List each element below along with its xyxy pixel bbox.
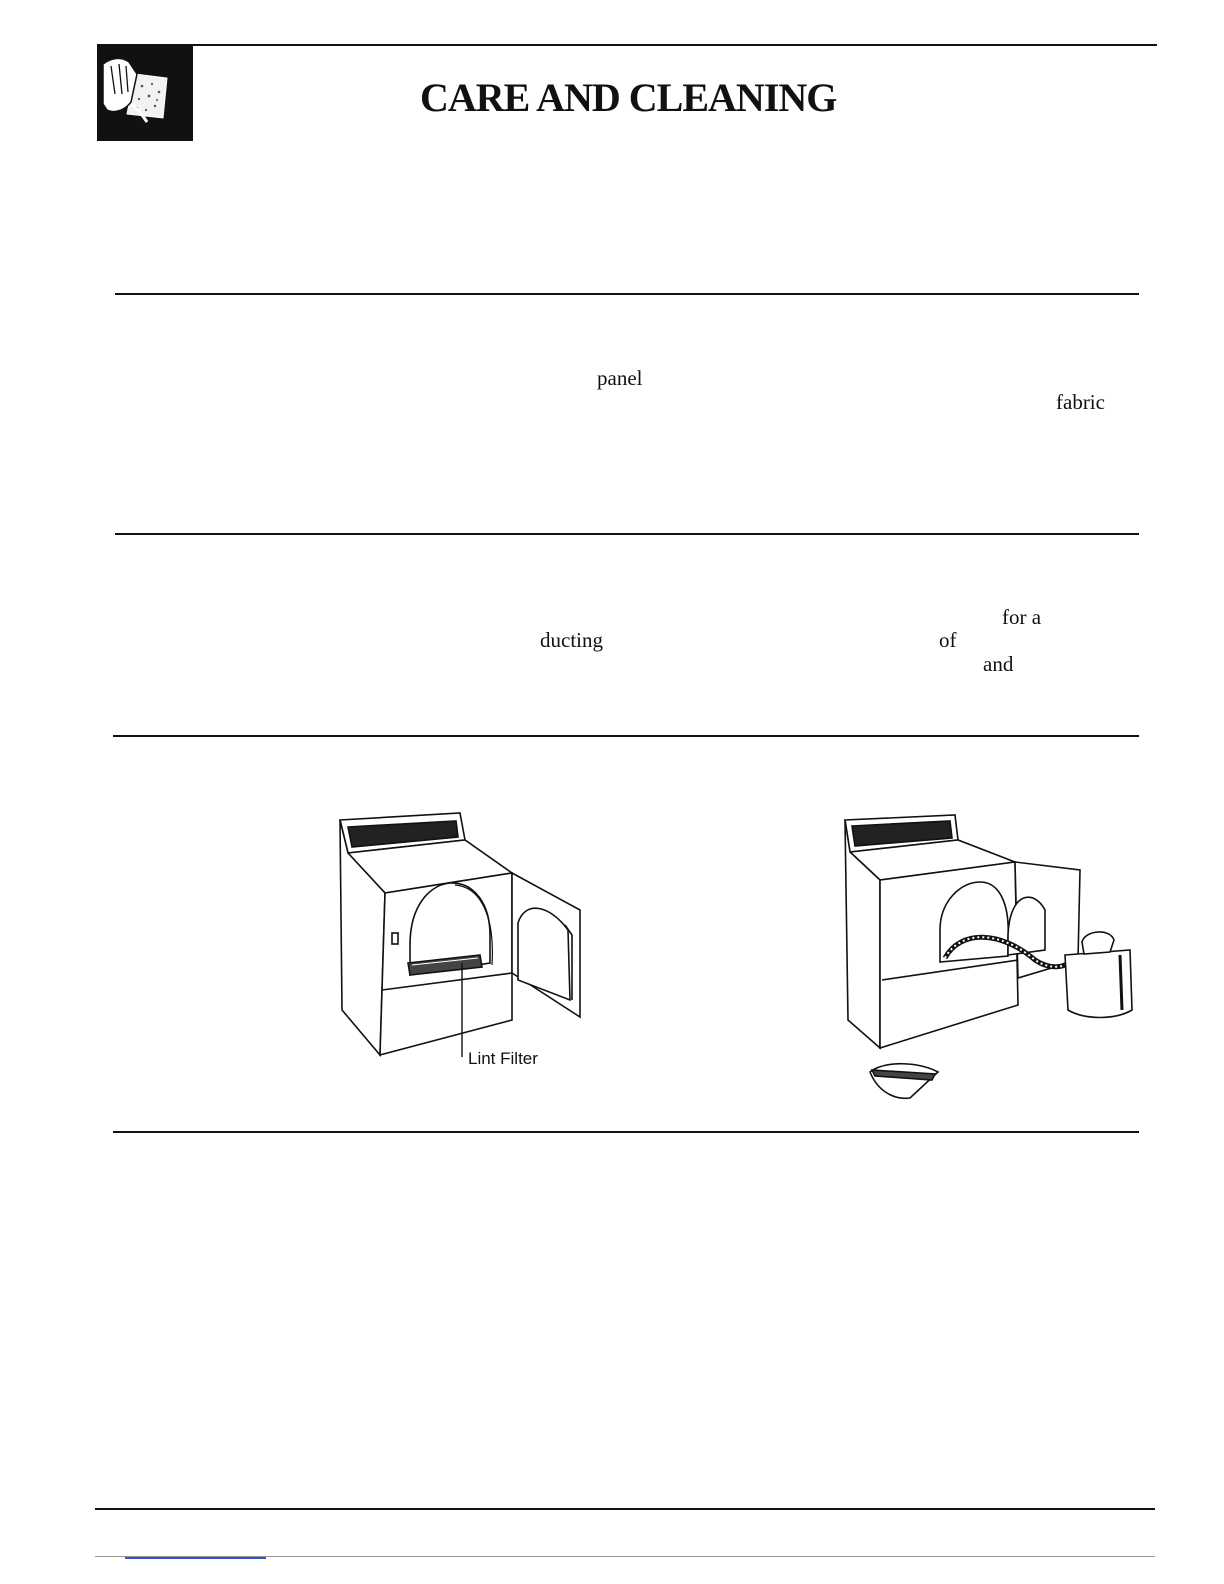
section-divider	[113, 735, 1139, 737]
text-fragment-for-a: for a	[1002, 605, 1042, 629]
hand-sponge-icon	[97, 44, 193, 141]
text-fragment-of: of	[939, 628, 957, 652]
footer-link-underline	[125, 1557, 266, 1559]
text-fragment-panel: panel	[597, 366, 643, 390]
page-title: CARE AND CLEANING	[420, 75, 837, 120]
section-divider	[113, 1131, 1139, 1133]
dryer-vacuum-cleaning-illustration	[840, 810, 1140, 1100]
figure-caption-lint-filter: Lint Filter	[468, 1049, 538, 1068]
footer-rule	[95, 1508, 1155, 1510]
section-divider	[115, 533, 1139, 535]
text-fragment-ducting: ducting	[540, 628, 603, 652]
text-fragment-and: and	[983, 652, 1014, 676]
text-fragment-fabric: fabric	[1056, 390, 1105, 414]
dryer-lint-filter-illustration	[330, 805, 600, 1075]
header-rule	[97, 44, 1157, 46]
section-divider	[115, 293, 1139, 295]
